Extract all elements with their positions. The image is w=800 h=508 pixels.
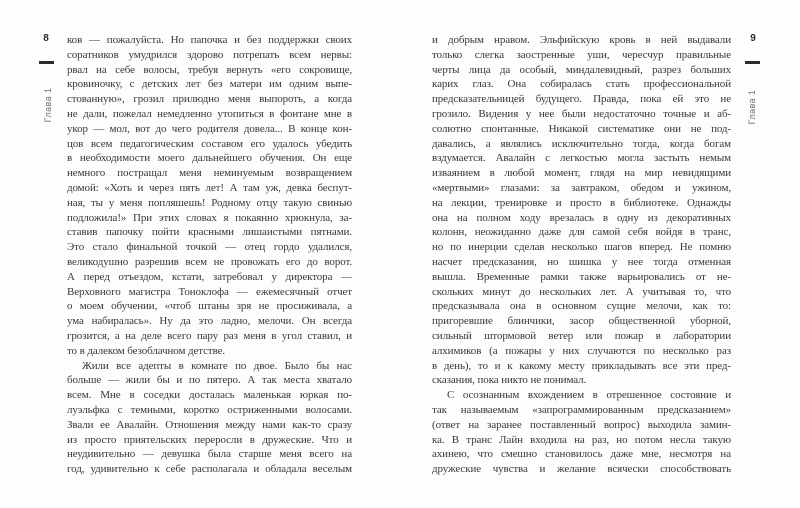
text-line: предсказательницей будущего. Правда, пока ей это не [432, 93, 731, 106]
text-line: давались, а являлись исключительно тогда, когда богам [432, 137, 731, 150]
chapter-label-right: Глава 1 [747, 89, 757, 125]
text-line: стованную», грозил прилюдно меня выпороть, а когда [67, 93, 352, 106]
text-line: о моем обучении, «чтоб штаны зря не просиживала, а [67, 300, 352, 313]
text-line: «мертвыми» глазами: за завтраком, обедом и ужином, [432, 181, 731, 194]
text-line: кровиночку, с детских лет без матери им одним выпе- [67, 78, 352, 91]
text-line: неудивительно — девушка была старше меня всего на [67, 448, 352, 461]
text-line: домой: «Хоть и через пять лет! А там уж, девка беспут- [67, 181, 352, 194]
text-line: в необходимости моего дальнейшего обучения. Он еще [67, 152, 352, 165]
text-line: ная, ты у меня попляшешь! Родному отцу такую свинью [67, 196, 352, 209]
text-line: в день), то и к какому месту прикладывать все эти пред- [432, 359, 731, 372]
text-line: немного постращал меня неминуемым возвращением [67, 167, 352, 180]
text-line: С осознанным вхождением в отрешенное состояние и [447, 389, 731, 402]
text-line: ков — пожалуйста. Но папочка и без поддержки своих [67, 34, 352, 46]
text-line: ка. В транс Лайн входила на раз, но потом несла такую [432, 433, 731, 446]
text-line: солютно спонтанные. Никакой систематике они не под- [432, 122, 731, 135]
text-line: колонн, неожиданно даже для самой себя войдя в транс, [432, 226, 731, 239]
text-line: изваянием в любой момент, глядя на мир невидящими [432, 167, 731, 180]
text-line: грозится, а на деле всего пару раз меня в угол ставил, и [67, 329, 352, 342]
text-line: луэльфка с темными, коротко остриженными волосами. [67, 403, 352, 416]
text-line: предсказывала она в основном сущие мелочи, как то: [432, 300, 731, 313]
text-line: соратников умудрился здорово потрепать всем нервы: [67, 48, 352, 61]
text-line: сильный штормовой ветер или пожар в лаборатории [432, 329, 731, 342]
text-line: всем. Мне в соседки досталась маленькая юркая по- [67, 389, 352, 402]
text-line: не дали, пожелал немедленно утопиться в фонтане мне в [67, 107, 352, 120]
text-line: ума набиралась». Ну да это ладно, мелочи. Он всегда [67, 315, 352, 328]
text-line: насчет предсказания, но шишка у нее тогда отменная [432, 255, 731, 268]
text-line: алхимиков (а пожары у них случаются по несколько раз [432, 344, 731, 357]
text-line: цов всем педагогическим составом его удалось убедить [67, 137, 352, 150]
right-page-text-column [432, 33, 731, 477]
text-line: вышла. Временные рамки также варьировались от не- [432, 270, 731, 283]
text-line: сказания, пока никто не понимал. [432, 374, 587, 387]
page-number-left: 8 [43, 33, 49, 44]
text-line: пригоревшие блинчики, засор общественной уборной, [432, 315, 731, 328]
text-line: укор — мол, вот до чего родителя довела... В конце кон- [67, 122, 352, 135]
text-line: и добрым нравом. Эльфийскую кровь в ней выдавали [432, 34, 731, 46]
page-number-right: 9 [750, 33, 756, 44]
text-line: дружеские чувства и желание всячески способствовать [432, 463, 731, 476]
text-line: рвал на себе волосы, требуя вернуть «его сокровище, [67, 63, 352, 76]
text-line: Звали ее Авалайн. Отношения между нами как-то сразу [67, 418, 352, 431]
text-line: черты лица да особый, миндалевидный, разрез больших [432, 63, 731, 76]
text-line: так называемым «запрограммированным предсказанием» [432, 403, 731, 416]
text-line: великодушно разрешив всем не провожать его до ворот. [67, 255, 352, 268]
page-number-rule-left [39, 61, 54, 64]
text-line: подложила!» При этих словах я покаянно хрюкнула, за- [67, 211, 352, 224]
text-line: но по инерции сделав несколько шагов вперед. Не помню [432, 241, 731, 254]
text-line: (ответ на заранее поставленный вопрос) выходила замин- [432, 418, 731, 431]
text-line: больше — жили бы и по пятеро. А так места хватало [67, 374, 352, 387]
text-line: ахинею, что смешно становилось даже мне, несмотря на [432, 448, 731, 461]
text-line: вздумается. Авалайн с легкостью могла застыть немым [432, 152, 731, 165]
text-line: Это стало финальной точкой — отец гордо удалился, [67, 241, 352, 254]
text-line: только слегка заостренные уши, чересчур правильные [432, 48, 731, 61]
text-line: из просто приятельских переросли в дружеские. Что и [67, 433, 352, 446]
text-line: скольких минут до нескольких лет. А учитывая то, что [432, 285, 731, 298]
text-line: ставив папочку пойти красными лишаистыми пятнами. [67, 226, 352, 239]
text-line: карих глаз. Она собиралась стать профессиональной [432, 78, 731, 91]
text-line: А перед отъездом, кстати, затребовал у директора — [67, 270, 352, 283]
chapter-label-left: Глава 1 [43, 87, 53, 123]
left-page-text-column [67, 33, 352, 477]
text-line: Жили все адепты в комнате по двое. Было бы нас [82, 359, 352, 372]
text-line: она на полном ходу врезалась в одну из декоративных [432, 211, 731, 224]
text-line: грозило. Видения у нее были недостаточно точные и аб- [432, 107, 731, 120]
page-number-rule-right [745, 61, 760, 64]
text-line: год, удивительно к себе располагала и обладала веселым [67, 463, 352, 476]
text-line: на лекции, тренировке и просто в библиотеке. Однажды [432, 196, 731, 209]
text-line: то в далеком безоблачном детстве. [67, 344, 226, 357]
text-line: Верховного магистра Тоноклофа — ежемесячный отчет [67, 285, 352, 298]
